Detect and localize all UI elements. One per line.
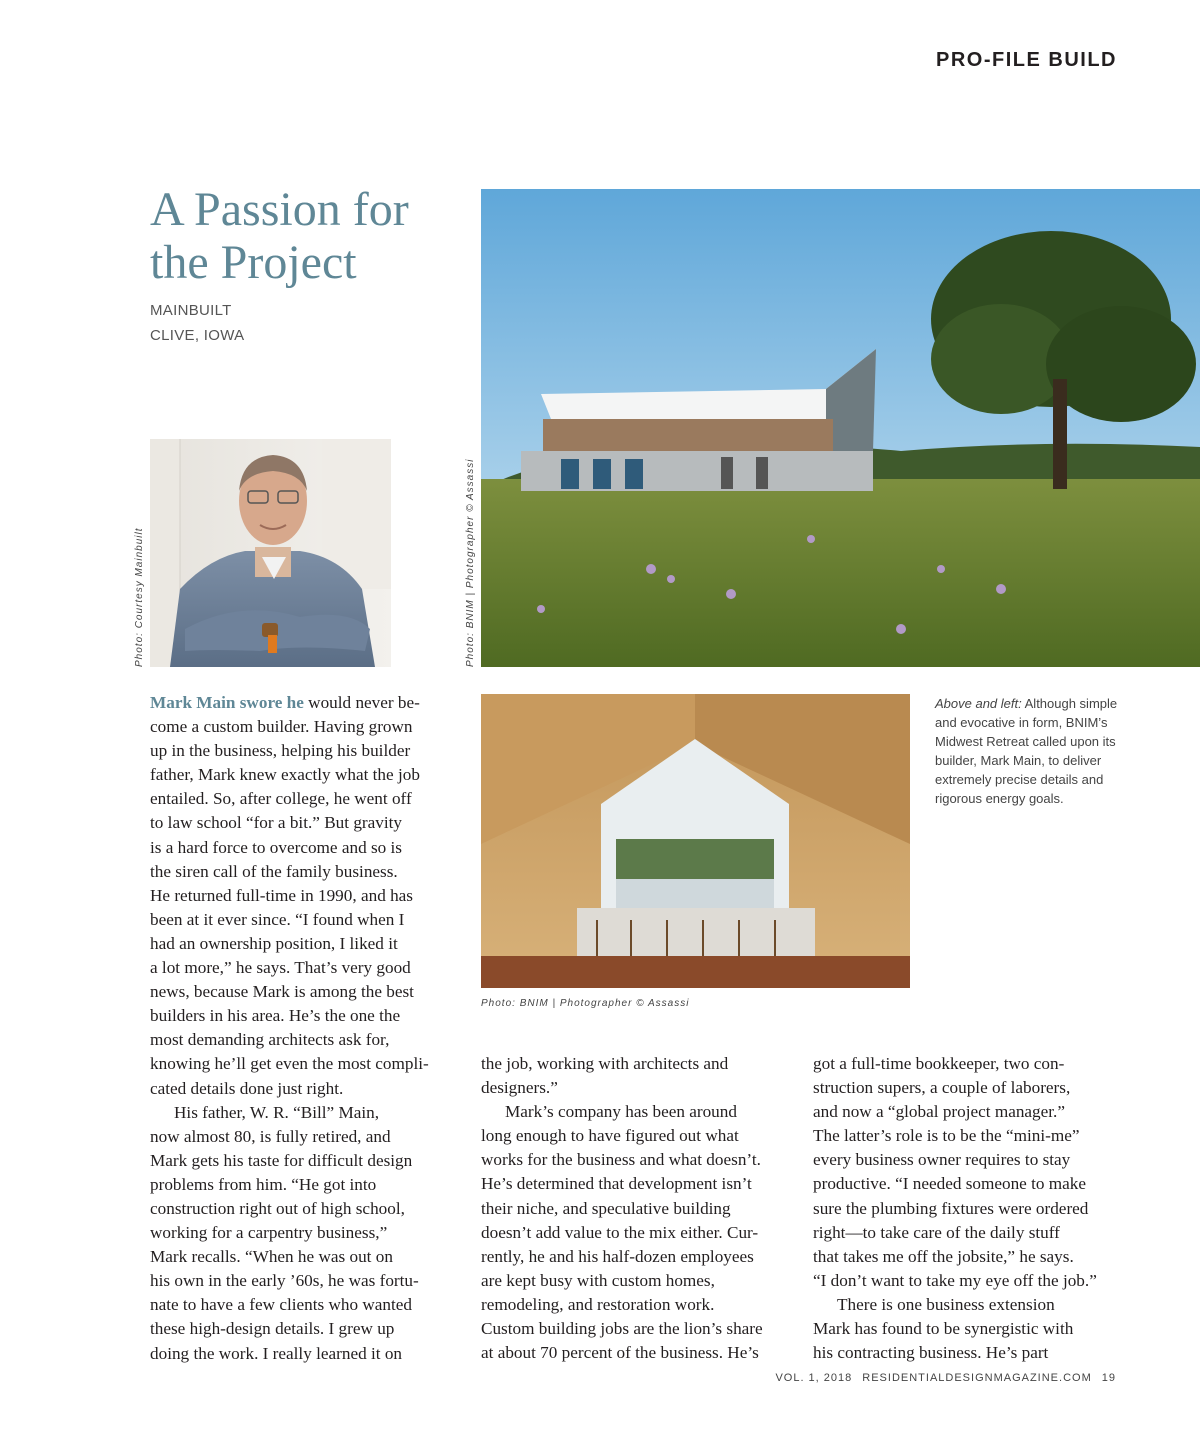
body-line: the siren call of the family business. bbox=[150, 861, 398, 881]
body-line: news, because Mark is among the best bbox=[150, 982, 414, 1002]
title-line-2: the Project bbox=[150, 236, 357, 289]
article-title bbox=[150, 183, 470, 289]
interior-photo-credit: Photo: BNIM | Photographer © Assassi bbox=[481, 998, 690, 1009]
body-line: He returned full-time in 1990, and has bbox=[150, 885, 413, 905]
body-line: rently, he and his half-dozen employees bbox=[481, 1246, 754, 1266]
body-line: to law school “for a bit.” But gravity bbox=[150, 813, 403, 833]
footer-page-number: 19 bbox=[1101, 1372, 1116, 1384]
photo-caption bbox=[935, 694, 1125, 808]
body-line: been at it ever since. “I found when I bbox=[150, 909, 405, 929]
body-line: builders in his area. He’s the one the bbox=[150, 1006, 401, 1026]
body-column-2 bbox=[481, 1052, 763, 1365]
caption-text: Although simple and evocative in form, BNIM’s Midwest Retreat called upon its builder, Mark Main, to deliver extremely precise details and rigorous energy goals. bbox=[935, 696, 1118, 806]
body-line: are kept busy with custom homes, bbox=[481, 1270, 715, 1290]
body-line: struction supers, a couple of laborers, bbox=[813, 1078, 1071, 1098]
body-line: most demanding architects ask for, bbox=[150, 1030, 390, 1050]
body-line: productive. “I needed someone to make bbox=[813, 1174, 1086, 1194]
body-line: is a hard force to overcome and so is bbox=[150, 837, 402, 857]
body-line: There is one business extension bbox=[837, 1294, 1055, 1314]
body-line: at about 70 percent of the business. He’s bbox=[481, 1343, 759, 1363]
body-line: works for the business and what doesn’t. bbox=[481, 1150, 761, 1170]
body-line: His father, W. R. “Bill” Main, bbox=[174, 1102, 380, 1122]
body-line: up in the business, helping his builder bbox=[150, 741, 411, 761]
body-line: knowing he’ll get even the most compli- bbox=[150, 1054, 429, 1074]
body-line: entailed. So, after college, he went off bbox=[150, 789, 412, 809]
body-line: his own in the early ’60s, he was fortu- bbox=[150, 1271, 419, 1291]
body-line: the job, working with architects and bbox=[481, 1054, 729, 1073]
body-line: got a full-time bookkeeper, two con- bbox=[813, 1054, 1065, 1073]
lead-in: Mark Main swore he bbox=[150, 693, 304, 712]
body-line: “I don’t want to take my eye off the job.” bbox=[813, 1270, 1097, 1290]
body-line: Custom building jobs are the lion’s share bbox=[481, 1319, 763, 1339]
body-line: designers.” bbox=[481, 1078, 558, 1098]
body-line: come a custom builder. Having grown bbox=[150, 717, 413, 737]
body-line bbox=[150, 691, 429, 715]
body-line: Mark recalls. “When he was out on bbox=[150, 1247, 393, 1267]
body-line: father, Mark knew exactly what the job bbox=[150, 765, 420, 785]
page-footer bbox=[775, 1372, 1116, 1384]
body-line: doesn’t add value to the mix either. Cur- bbox=[481, 1222, 759, 1242]
body-line: that takes me off the jobsite,” he says. bbox=[813, 1246, 1074, 1266]
body-line: had an ownership position, I liked it bbox=[150, 933, 398, 953]
body-line: Mark has found to be synergistic with bbox=[813, 1319, 1074, 1339]
body-line: problems from him. “He got into bbox=[150, 1174, 377, 1194]
body-line: their niche, and speculative building bbox=[481, 1198, 731, 1218]
body-line-text: would never be- bbox=[303, 693, 420, 712]
portrait-photo-credit: Photo: Courtesy Mainbuilt bbox=[134, 527, 145, 667]
body-line: sure the plumbing fixtures were ordered bbox=[813, 1198, 1089, 1218]
body-line: doing the work. I really learned it on bbox=[150, 1343, 403, 1363]
exterior-photo bbox=[481, 189, 1200, 667]
body-column-3 bbox=[813, 1052, 1097, 1365]
section-label: PRO-FILE BUILD bbox=[936, 49, 1117, 71]
body-line: long enough to have figured out what bbox=[481, 1126, 739, 1146]
body-line: working for a carpentry business,” bbox=[150, 1223, 388, 1243]
body-line: now almost 80, is fully retired, and bbox=[150, 1126, 391, 1146]
body-line: cated details done just right. bbox=[150, 1078, 344, 1098]
body-line: right—to take care of the daily stuff bbox=[813, 1222, 1060, 1242]
body-column-1 bbox=[150, 691, 429, 1366]
body-line: these high-design details. I grew up bbox=[150, 1319, 395, 1339]
body-line: remodeling, and restoration work. bbox=[481, 1294, 715, 1314]
body-line: his contracting business. He’s part bbox=[813, 1343, 1049, 1363]
body-line: construction right out of high school, bbox=[150, 1198, 405, 1218]
exterior-photo-credit: Photo: BNIM | Photographer © Assassi bbox=[465, 458, 476, 667]
footer-volume: VOL. 1, 2018 bbox=[775, 1372, 853, 1384]
body-line: Mark’s company has been around bbox=[505, 1102, 737, 1122]
interior-photo bbox=[481, 694, 910, 988]
company-location: CLIVE, IOWA bbox=[150, 327, 245, 344]
caption-lead: Above and left: bbox=[935, 696, 1022, 711]
body-line: He’s determined that development isn’t bbox=[481, 1174, 752, 1194]
title-line-1: A Passion for bbox=[150, 183, 409, 236]
body-line: a lot more,” he says. That’s very good bbox=[150, 958, 411, 978]
portrait-photo bbox=[150, 439, 391, 667]
body-line: nate to have a few clients who wanted bbox=[150, 1295, 413, 1315]
footer-site: RESIDENTIALDESIGNMAGAZINE.COM bbox=[862, 1372, 1092, 1384]
body-line: The latter’s role is to be the “mini-me” bbox=[813, 1126, 1080, 1146]
body-line: and now a “global project manager.” bbox=[813, 1102, 1065, 1122]
body-line: every business owner requires to stay bbox=[813, 1150, 1071, 1170]
body-line: Mark gets his taste for difficult design bbox=[150, 1150, 413, 1170]
company-name: MAINBUILT bbox=[150, 302, 232, 319]
